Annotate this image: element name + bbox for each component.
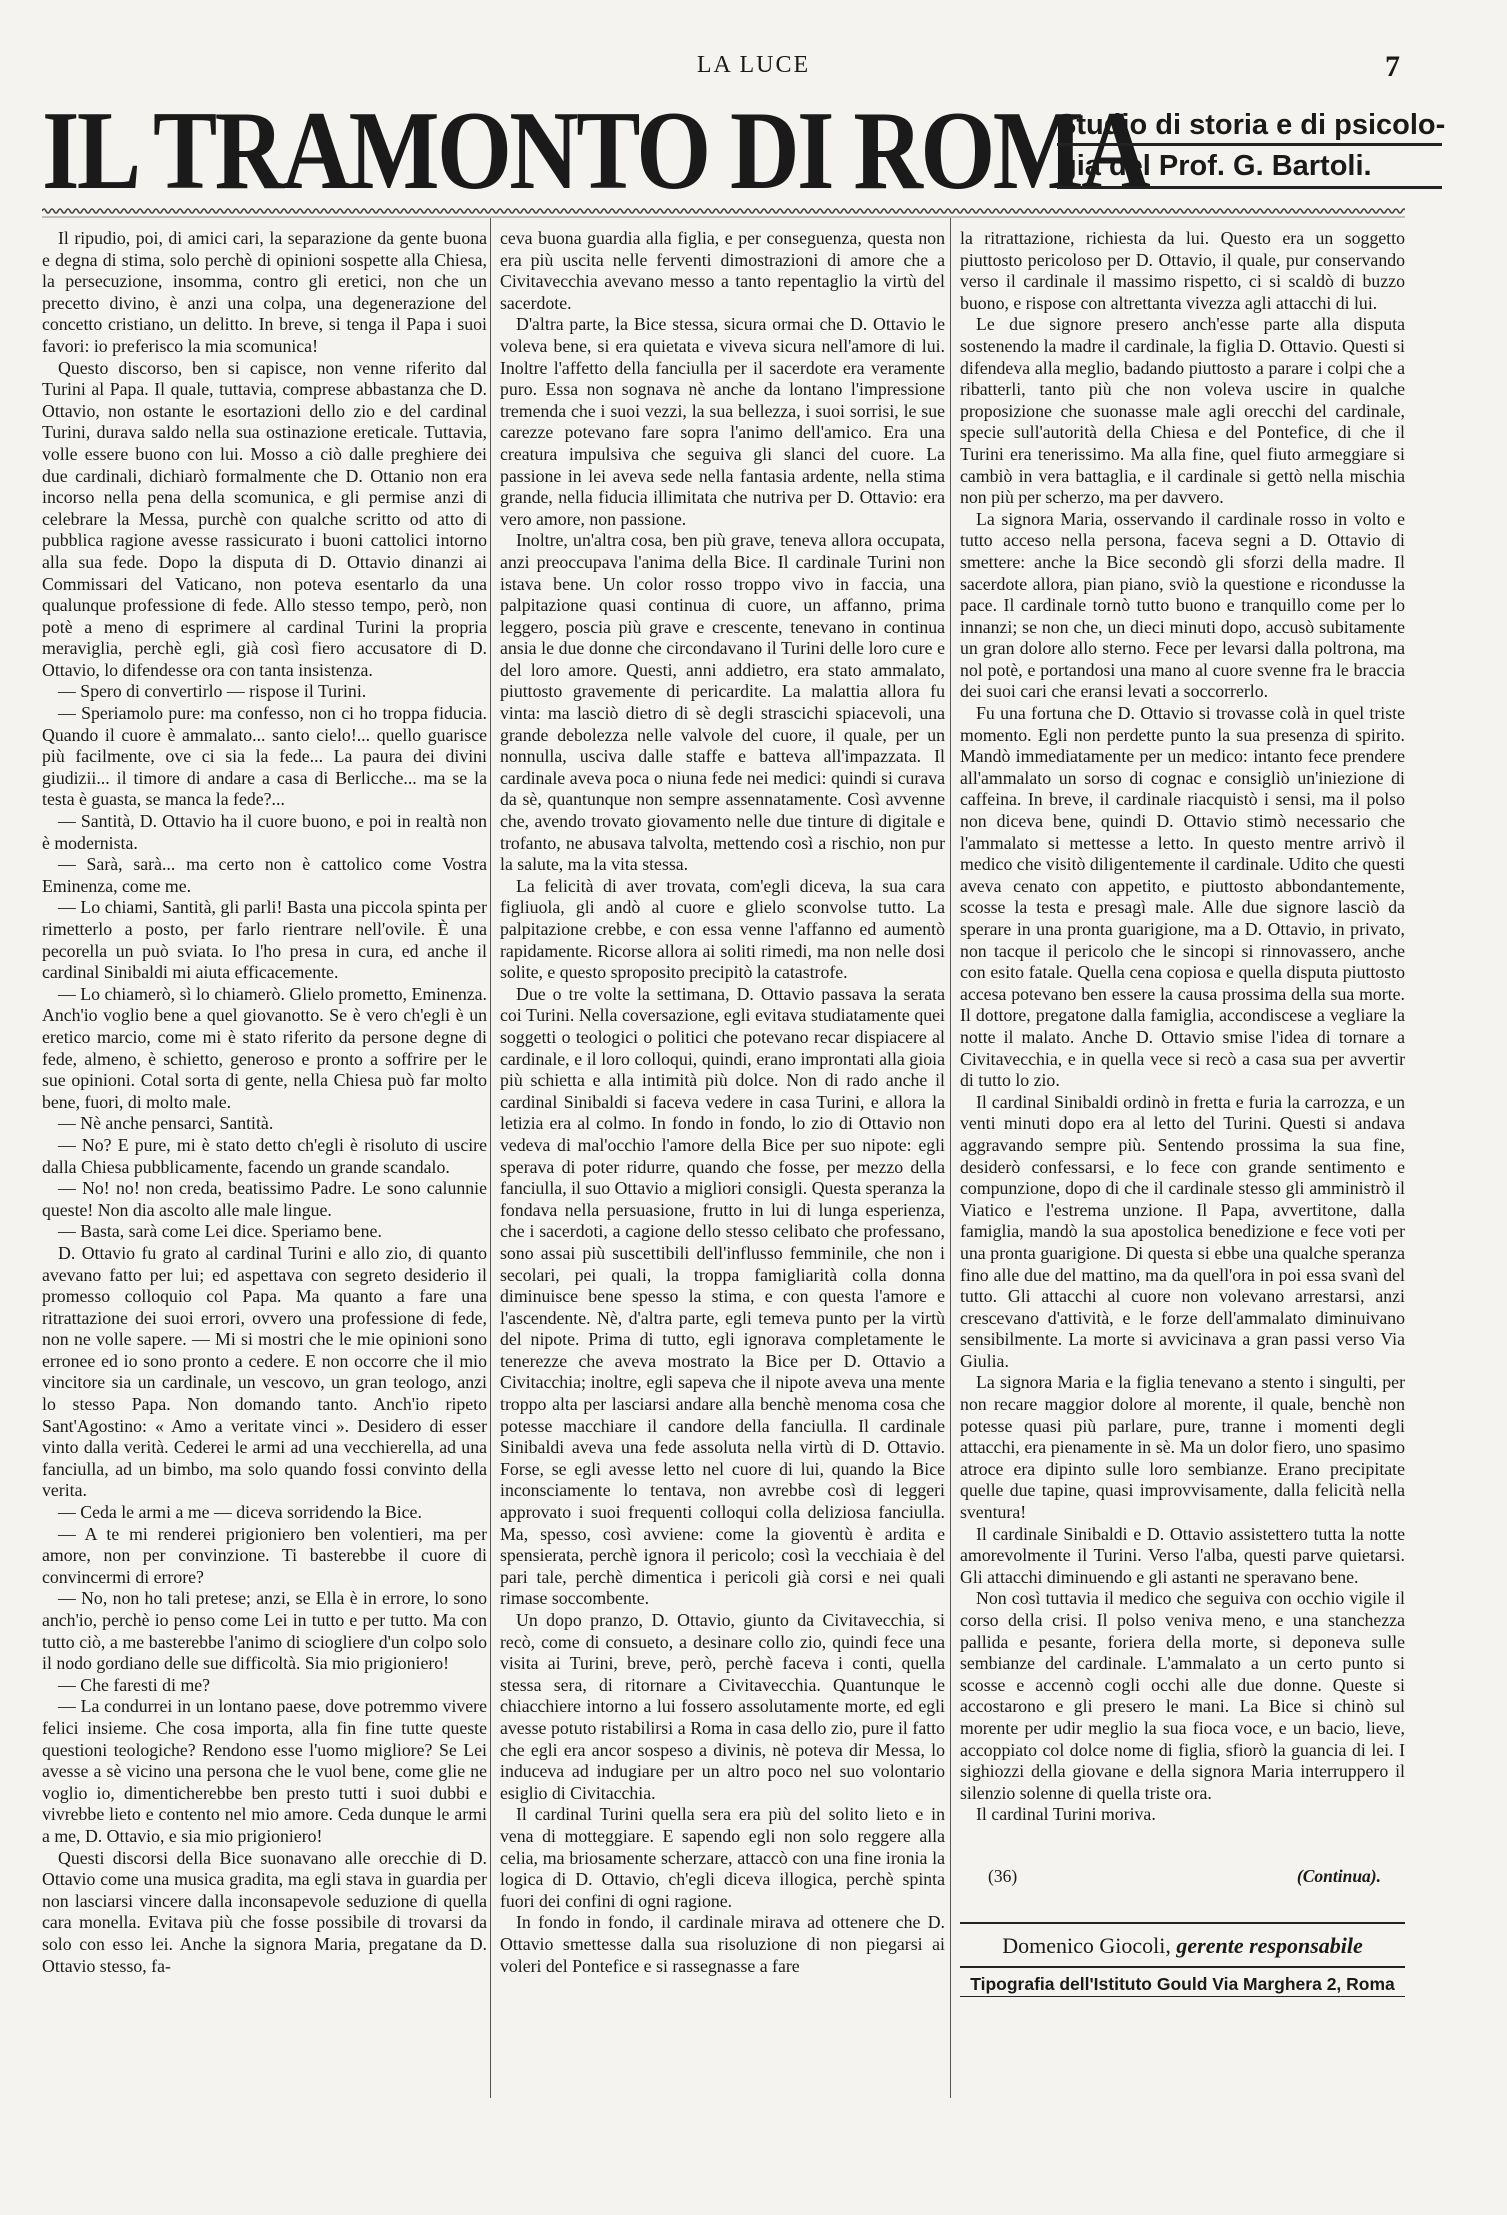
continua-label: (Continua). (1296, 1865, 1381, 1886)
paragraph: Il ripudio, poi, di amici cari, la separazione da gente buona e degna di stima, solo perchè di opinioni sospette alla Chiesa, la persecuzione, insomma, contro gli eretici, non che un precetto divino, è anzi una colpa, una degenerazione del concetto cristiano, un delitto. In breve, si tenga il Papa i suoi favori: io preferisco la mia scomunica! (42, 228, 487, 356)
paragraph: — Sarà, sarà... ma certo non è cattolico come Vostra Eminenza, come me. (42, 854, 487, 896)
paragraph: La signora Maria, osservando il cardinale rosso in volto e tutto acceso nella persona, faceva segni a D. Ottavio di smettere: anche la Bice secondò gli sforzi della madre. Il sacerdote allora, pian piano, sviò la questione e ricondusse la pace. Il cardinale tornò tutto buono e tranquillo come per lo innanzi; se non che, un dieci minuti dopo, accusò subitamente un gran dolore allo sterno. Fece per levarsi dalla poltrona, ma nol potè, e portandosi una mano al cuore svenne fra le braccia dei suoi cari che eransi levati a soccorrerlo. (960, 508, 1405, 702)
paragraph: — Lo chiamerò, sì lo chiamerò. Glielo prometto, Eminenza. Anch'io voglio bene a quel giovanotto. Se è vero ch'egli è un eretico marcio, come mi è stato riferito da persone degne di fede, almeno, è schietto, generoso e pronto a soffrire per le sue opinioni. Cotal sorta di gente, nella Chiesa può far molto bene, fuori, di molto male. (42, 983, 487, 1112)
text-column-1 (42, 228, 487, 1977)
paragraph: — Che faresti di me? (58, 1674, 211, 1695)
installment-number: (36) (988, 1865, 1018, 1886)
paragraph: la ritrattazione, richiesta da lui. Questo era un soggetto piuttosto pericoloso per D. Ottavio, il quale, pur conservando verso il cardinale il massimo rispetto, ci si scaldò di buzzo buono, e rispose con altrettanta vivezza agli attacchi di lui. (960, 228, 1405, 313)
paragraph: La signora Maria e la figlia tenevano a stento i singulti, per non recare maggior dolore al morente, il quale, benchè non potesse quasi più parlare, pure, tranne i momenti degli attacchi, era pienamente in sè. Ma un dolor fiero, uno spasimo atroce era dipinto sulle loro sembianze. Erano precipitate quelle due tapine, quasi improvvisamente, dalla felicità nella sventura! (960, 1372, 1405, 1523)
column-rule (950, 218, 951, 2098)
paragraph: — Lo chiami, Santità, gli parli! Basta una piccola spinta per rimetterlo a posto, per farlo rientrare nell'ovile. È una pecorella un può sviata. Io l'ho presa in cura, ed anche il cardinal Sinibaldi mi aiuta efficacemente. (42, 897, 487, 983)
paragraph: — Spero di convertirlo — rispose il Turini. (58, 681, 367, 702)
paragraph: Un dopo pranzo, D. Ottavio, giunto da Civitavecchia, si recò, come di consueto, a desinare collo zio, quindi fece una visita ai Turini, breve, però, perchè faceva i conti, quella stessa sera, di ritornare a Civitavecchia. Quantunque le chiacchiere intorno a lui fossero assolutamente morte, ed egli avesse potuto ristabilirsi a Roma in casa dello zio, pure il fatto che egli era ancor sospeso a divinis, nè poteva dir Messa, lo induceva ad indugiare per un altro poco nel suo volontario esiglio di Civitacchia. (500, 1610, 945, 1803)
paragraph: — Basta, sarà come Lei dice. Speriamo bene. (58, 1221, 382, 1242)
paragraph: ceva buona guardia alla figlia, e per conseguenza, questa non era più uscita nelle ferventi dimostrazioni di amore che a Civitavecchia avevano messo a tanto repentaglio la virtù del sacerdote. (500, 228, 945, 313)
paragraph: D'altra parte, la Bice stessa, sicura ormai che D. Ottavio le voleva bene, si era quietata e viveva sicura nell'amore di lui. Inoltre l'affetto della fanciulla per il sacerdote era veramente puro. Essa non sognava nè anche da lontano l'impressione tremenda che i suoi vezzi, la sua bellezza, i suoi sorrisi, le sue carezze potevano fare sopra l'animo dell'amico. Era una creatura impulsiva che seguiva gli slanci del cuore. La passione in lei aveva sede nella fantasia ardente, nella stima grande, nella fiducia illimitata che nutriva per D. Ottavio: era vero amore, non passione. (500, 314, 945, 529)
column-rule (490, 218, 491, 2098)
paragraph: Inoltre, un'altra cosa, ben più grave, teneva allora occupata, anzi preoccupava l'anima della Bice. Il cardinale Turini non istava bene. Un color rosso troppo vivo in faccia, una palpitazione quasi continua di cuore, un affanno, prima leggero, poscia più grave e crescente, tenevano in continua ansia le due donne che circondavano il Turini delle loro cure e del loro amore. Questi, anni addietro, era stato ammalato, piuttosto gravemente di pericardite. La malattia allora fu vinta: ma lasciò dietro di sè degli strascichi spiacevoli, una grande debolezza nelle valvole del cuore, il quale, per un nonnulla, usciva dalle staffe e batteva all'impazzata. Il cardinale aveva poca o niuna fede nei medici: quindi si curava da sè, quantunque non sempre assennatamente. Così avvenne che, avendo trovato giovamento nelle due tinture di digitale e trofanto, ne abusava talvolta, mettendo così a rischio, non pur la salute, ma la vita stessa. (500, 530, 945, 875)
paragraph: Questi discorsi della Bice suonavano alle orecchie di D. Ottavio come una musica gradita, ma egli stava in guardia per non lasciarsi vincere dalla inconsapevole seduzione di quella cara monella. Evitava più che fosse possibile di trovarsi da solo con esso lei. Anche la signora Maria, pregatane da D. Ottavio stesso, fa- (42, 1847, 487, 1976)
paragraph: Questo discorso, ben si capisce, non venne riferito dal Turini al Papa. Il quale, tuttavia, comprese abbastanza che D. Ottavio, non ostante le esortazioni dello zio e del cardinal Turini, durava saldo nella sua ostinazione ereticale. Tuttavia, volle essere buono con lui. Mosso a ciò dalle preghiere dei due cardinali, dichiarò formalmente che D. Ottanio non era incorso nella pena della scomunica, e gli permise anzi di celebrare la Messa, purchè con qualche scritto od atto di pubblica ragione avesse rassicurato i buoni cattolici intorno alla sua fede. Dopo la disputa di D. Ottavio dinanzi ai Commissari del Vaticano, non poteva esentarlo da una qualunque professione di fede. Allo stesso tempo, però, non potè a meno di esprimere al cardinal Turini la propria meraviglia, perchè egli, già così fiero accusatore di D. Ottavio, lo difendesse ora con tanta insistenza. (42, 357, 487, 680)
article-title: IL TRAMONTO DI ROMA (42, 89, 1149, 213)
paragraph: — No, non ho tali pretese; anzi, se Ella è in errore, lo sono anch'io, perchè io penso come Lei in tutto e per tutto. Ma con tutto ciò, a me basterebbe l'animo di sciogliere d'un colpo solo il nodo gordiano delle sue difficoltà. Sia mio prigioniero! (42, 1588, 487, 1674)
paragraph: — A te mi renderei prigioniero ben volentieri, ma per amore, non per convinzione. Ti basterebbe il cuore di convincermi di errore? (42, 1523, 487, 1587)
subtitle-line-1: Studio di storia e di psicolo- (1057, 107, 1442, 146)
paragraph: Il cardinale Sinibaldi e D. Ottavio assistettero tutta la notte amorevolmente il Turini. Verso l'alba, questi parve quietarsi. Gli attacchi diminuendo e gli astanti ne speravano bene. (960, 1523, 1405, 1587)
paragraph: Non così tuttavia il medico che seguiva con occhio vigile il corso della crisi. Il polso veniva meno, e una stanchezza pallida e pesante, foriera della morte, si deponeva sulle sembianze del cardinale. L'ammalato a un certo punto si scosse e accennò cogli occhi alle due donne. Queste si accostarono e gli presero le mani. La Bice si chinò sul morente per udir meglio la sua fioca voce, e un bacio, lieve, accoppiato col dolce nome di figlia, sfiorò la guancia di lei. I sighiozzi della giovane e della signora Maria interruppero il silenzio solenne di quella triste ora. (960, 1588, 1405, 1803)
paragraph: Il cardinal Sinibaldi ordinò in fretta e furia la carrozza, e un venti minuti dopo era al letto del Turini. Questi si andava aggravando sempre più. Sentendo prossima la sua fine, desiderò confessarsi, e lo fece con grande sentimento e compunzione, dopo di che il cardinale stesso gli amministrò il Viatico e l'estrema unzione. Il Papa, avvertitone, dalla famiglia, mandò la sua apostolica benedizione e fece voti per una pronta guarigione. Di questa si ebbe una qualche speranza fino alle due del mattino, ma da quell'ora in poi essa svanì del tutto. Gli attacchi al cuore non volevano arrestarsi, anzi crescevano d'attività, e le forze dell'ammalato diminuivano sensibilmente. La morte si avvicinava a gran passi verso Via Giulia. (960, 1091, 1405, 1371)
running-title: LA LUCE (696, 52, 811, 78)
manager-credit (960, 1922, 1405, 1968)
paragraph: — Ceda le armi a me — diceva sorridendo la Bice. (58, 1502, 422, 1523)
subtitle-line-2: gia del Prof. G. Bartoli. (1057, 146, 1442, 189)
running-header (0, 52, 1507, 82)
paragraph: Le due signore presero anch'esse parte alla disputa sostenendo la madre il cardinale, la figlia D. Ottavio. Questi si difendeva alla meglio, badando piuttosto a parare i colpi che a ribatterli, tanto più che non voleva uscire in qualche proposizione che suonasse male agli orecchi del cardinale, specie sull'autorità della Chiesa e del Pontefice, di che il Turini era tenerissimo. Ma alla fine, quel fiuto armeggiare si cambiò in vera battaglia, e il cardinale si gettò nella mischia non più per scherzo, ma per davvero. (960, 314, 1405, 508)
paragraph: — Santità, D. Ottavio ha il cuore buono, e poi in realtà non è modernista. (42, 811, 487, 853)
paragraph: La felicità di aver trovata, com'egli diceva, la sua cara figliuola, gli andò al cuore e glielo sconvolse tutto. La palpitazione crebbe, e con essa venne l'affanno ed aumentò rapidamente. Ricorse allora ai soliti rimedi, ma non nelle dosi solite, e questo sproposito precipitò la catastrofe. (500, 875, 945, 983)
continuation-line (960, 1866, 1405, 1888)
paragraph: Fu una fortuna che D. Ottavio si trovasse colà in quel triste momento. Egli non perdette punto la sua presenza di spirito. Mandò immediatamente per un medico: intanto fece prendere all'ammalato un sorso di cognac e consigliò un'iniezione di caffeina. In breve, il cardinale riacquistò i sensi, ma il polso non diceva bene, quindi D. Ottavio stimò necessario che l'ammalato si mettesse a letto. In questo mentre arrivò il medico che visitò diligentemente il cardinale. Udito che questi aveva cenato con appetito, e piuttosto abbondantemente, scosse la testa e presagì male. Alle due signore lasciò da sperare in una pronta guarigione, ma a D. Ottavio, in privato, non tacque il pericolo che le sincopi si rinnovassero, anche con esito fatale. Quella cena copiosa e quella disputa piuttosto accesa potevano ben essere la causa prossima della sua morte. Il dottore, pregatone dalla famiglia, accondiscese a vegliare la notte il malato. Anche D. Ottavio smise l'idea di tornare a Civitavecchia, e in quella vece si recò a casa sua per avvertir di tutto lo zio. (960, 703, 1405, 1091)
paragraph: Due o tre volte la settimana, D. Ottavio passava la serata coi Turini. Nella coversazione, egli evitava studiatamente quei soggetti o teologici o politici che potevano recar dispiacere al cardinale, e il loro colloqui, quindi, erano improntati alla gioia più schietta e alla intimità più dolce. Non di rado anche il cardinal Sinibaldi si faceva vedere in casa Turini, e allora la letizia era al colmo. In fondo in fondo, lo zio di Ottavio non vedeva di mal'occhio l'amore della Bice per suo nipote: egli sperava di poter ridurre, quando che fosse, per mezzo della fanciulla, il suo Ottavio a migliori consigli. Questa speranza la fondava nella persuasione, frutto in lui di lunga esperienza, che i sacerdoti, a cagione dello stesso celibato che professano, sono assai più suscettibili dell'influsso femminile, che non i secolari, pei quali, la troppa famigliarità colla donna diminuisce bene spesso la stima, e con questa l'amore e l'ascendente. Nè, d'altra parte, egli temeva punto per la virtù del nipote. Prima di tutto, egli ignorava completamente le tenerezze che aveva mostrato la Bice per D. Ottavio a Civitacchia; inoltre, egli sapeva che il nipote aveva una mente troppo alta per lasciarsi andare alla benchè menoma cosa che potesse macchiare il candore della fanciulla. Il cardinale Sinibaldi aveva una fede assoluta nella virtù di D. Ottavio. Forse, se egli avesse letto nel cuore di lui, quando la Bice inconsciamente lo tentava, non avrebbe così di leggeri approvato i suoi frequenti colloqui colla deliziosa fanciulla. Ma, spesso, così avviene: come la gioventù è ardita e spensierata, perchè ignora il pericolo; così la vecchiaia è del pari tale, perchè dimentica i pericoli già corsi e nei quali rimase soccombente. (500, 983, 945, 1609)
paragraph: — Speriamolo pure: ma confesso, non ci ho troppa fiducia. Quando il cuore è ammalato... santo cielo!... quello guarisce più facilmente, ove ci sia la fede... La paura dei divini giudizii... il timore di andare a casa di Berlicche... ma se la testa è guasta, se manca la fede?... (42, 703, 487, 810)
paragraph: Il cardinal Turini quella sera era più del solito lieto e in vena di motteggiare. E sapendo egli non solo reggere alla celia, ma briosamente scherzare, attaccò con una fine ironia la logica di D. Ottavio, ch'egli diceva illogica, perchè spinta fuori dei confini di ogni ragione. (500, 1804, 945, 1911)
article-subtitle (1057, 107, 1446, 189)
paragraph: D. Ottavio fu grato al cardinal Turini e allo zio, di quanto avevano fatto per lui; ed aspettava con segreto desiderio il promesso colloquio col Papa. Ma quanto a fare una ritrattazione dei suoi errori, ovvero una professione di fede, non ne volle sapere. — Mi si mostri che le mie opinioni sono erronee ed io sono pronto a cedere. E non occorre che il mio vincitore sia un cardinale, un vescovo, un gran teologo, anzi lo stesso Papa. Non domando tanto. Anch'io ripeto Sant'Agostino: « Amo a veritate vinci ». Desidero di esser vinto dalla verità. Cederei le armi ad una vecchierella, ad una fanciulla, ad un bimbo, ma solo quando fossi convinto della verita. (42, 1242, 487, 1501)
paragraph: — No! no! non creda, beatissimo Padre. Le sono calunnie queste! Non dia ascolto alle male lingue. (42, 1178, 487, 1220)
page-number: 7 (1385, 50, 1400, 83)
text-column-2 (500, 228, 945, 1977)
manager-role: gerente responsabile (1176, 1932, 1363, 1958)
printer-credit: Tipografia dell'Istituto Gould Via Marghera 2, Roma (960, 1972, 1405, 1997)
text-column-3 (960, 228, 1405, 1997)
wavy-divider (42, 205, 1405, 219)
paragraph: — La condurrei in un lontano paese, dove potremmo vivere felici insieme. Che cosa importa, alla fin fine tutte queste questioni teologiche? Rendono esse l'uomo migliore? Se Lei avesse a sè vicino una persona che le vuol bene, come glie ne voglio io, dimenticherebbe ben presto tutti i suoi dubbi e vivrebbe lieto e contento nel mio amore. Ceda dunque le armi a me, D. Ottavio, e sia mio prigioniero! (42, 1696, 487, 1846)
article-masthead (42, 89, 1446, 213)
paragraph: Il cardinal Turini moriva. (976, 1804, 1156, 1825)
paragraph: — Nè anche pensarci, Santità. (58, 1113, 274, 1134)
paragraph: In fondo in fondo, il cardinale mirava ad ottenere che D. Ottavio smettesse dalla sua risoluzione di non piegarsi ai voleri del Pontefice e si rassegnasse a fare (500, 1912, 945, 1976)
paragraph: — No? E pure, mi è stato detto ch'egli è risoluto di uscire dalla Chiesa pubblicamente, facendo un grande scandalo. (42, 1134, 487, 1177)
manager-name: Domenico Giocoli, (1002, 1932, 1171, 1958)
